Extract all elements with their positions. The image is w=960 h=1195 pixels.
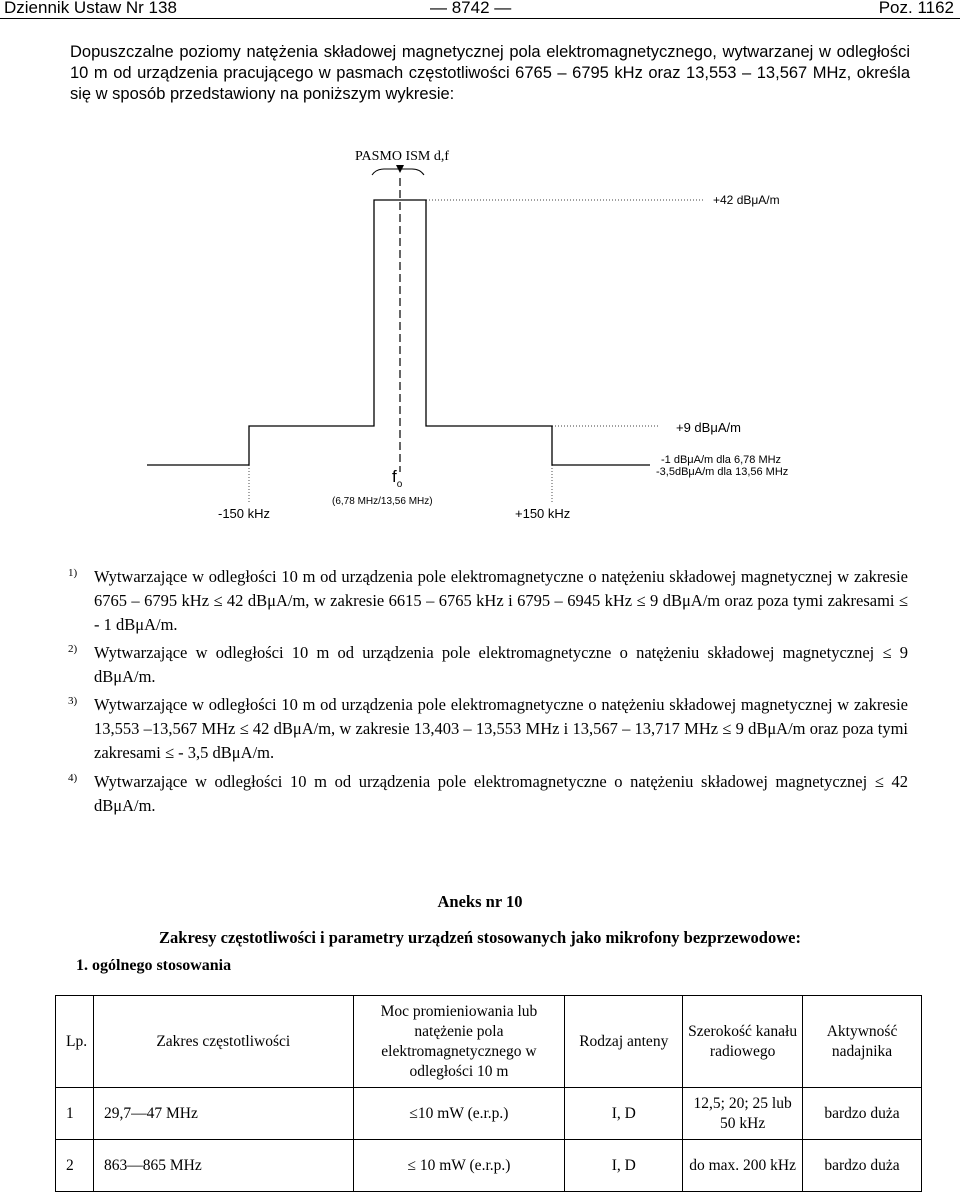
note-text: Wytwarzające w odległości 10 m od urządzenia pole elektromagnetyczne o natężeniu składowej magnetycznej ≤ 9 dBμA/m.	[94, 643, 908, 686]
level-label-42: +42 dBμA/m	[713, 193, 780, 207]
center-frequency-subscript: o	[396, 479, 403, 490]
note-marker: 3)	[68, 695, 78, 707]
page-header	[0, 0, 960, 18]
level-label-minus35: -3,5dBμA/m dla 13,56 MHz	[656, 466, 789, 478]
header-lp: Lp.	[56, 996, 94, 1088]
chart-title: PASMO ISM d,f	[355, 149, 450, 164]
cell-antenna: I, D	[565, 1140, 683, 1192]
header-width: Szerokość kanału radiowego	[683, 996, 803, 1088]
table-row	[56, 1140, 922, 1192]
cell-width: 12,5; 20; 25 lub 50 kHz	[683, 1088, 803, 1140]
journal-name: Dziennik Ustaw Nr 138	[4, 0, 177, 17]
annex-number: Aneks nr 10	[437, 892, 523, 911]
center-frequency-note: (6,78 MHz/13,56 MHz)	[332, 496, 433, 507]
note-text: Wytwarzające w odległości 10 m od urządzenia pole elektromagnetyczne o natężeniu składowej magnetycznej ≤ 42 dBμA/m.	[94, 772, 908, 815]
intro-paragraph: Dopuszczalne poziomy natężenia składowej magnetycznej pola elektromagnetycznego, wytwarzanej w odległości 10 m od urządzenia pracującego w pasmach częstotliwości 6765 – 6795 kHz oraz 13,553 – 13,567 MHz, określa się w sposób przedstawiony na poniższym wykresie:	[70, 43, 910, 103]
table-header-row	[56, 996, 922, 1088]
header-antenna: Rodzaj anteny	[565, 996, 683, 1088]
center-frequency-label	[392, 467, 403, 490]
axis-label-left: -150 kHz	[218, 506, 271, 521]
cell-range: 29,7—47 MHz	[93, 1088, 353, 1140]
note-marker: 4)	[68, 772, 78, 784]
band-bracket	[372, 169, 424, 175]
axis-label-right: +150 kHz	[515, 506, 571, 521]
cell-antenna: I, D	[565, 1088, 683, 1140]
position-number: Poz. 1162	[878, 0, 954, 17]
header-activity: Aktywność nadajnika	[803, 996, 922, 1088]
microphone-table	[55, 995, 922, 1192]
center-frequency-symbol: f	[392, 467, 397, 486]
note-4	[68, 770, 908, 818]
note-text: Wytwarzające w odległości 10 m od urządzenia pole elektromagnetyczne o natężeniu składowej magnetycznej w zakresie 6765 – 6795 kHz ≤ 42 dBμA/m, w zakresie 6615 – 6765 kHz i 6795 – 6945 kHz ≤ 9 dBμA/m oraz poza tymi zakresami ≤ - 1 dBμA/m.	[94, 567, 908, 634]
cell-range: 863—865 MHz	[93, 1140, 353, 1192]
spectrum-mask-chart	[0, 120, 960, 530]
level-label-minus1: -1 dBμA/m dla 6,78 MHz	[661, 454, 782, 466]
cell-activity: bardzo duża	[803, 1088, 922, 1140]
note-2	[68, 641, 908, 689]
cell-lp: 2	[56, 1140, 94, 1192]
cell-power: ≤10 mW (e.r.p.)	[353, 1088, 565, 1140]
note-marker: 1)	[68, 567, 78, 579]
section-label: 1. ogólnego stosowania	[76, 957, 232, 974]
header-power: Moc promieniowania lub natężenie pola elektromagnetycznego w odległości 10 m	[353, 996, 565, 1088]
note-text: Wytwarzające w odległości 10 m od urządzenia pole elektromagnetyczne o natężeniu składowej magnetycznej w zakresie 13,553 –13,567 MHz ≤ 42 dBμA/m, w zakresie 13,403 – 13,553 MHz i 13,567 – 13,717 MHz ≤ 9 dBμA/m oraz poza tymi zakresami ≤ - 3,5 dBμA/m.	[94, 695, 908, 762]
mask-outline	[147, 200, 650, 465]
note-marker: 2)	[68, 643, 78, 655]
cell-activity: bardzo duża	[803, 1140, 922, 1192]
annex-title: Zakresy częstotliwości i parametry urządzeń stosowanych jako mikrofony bezprzewodowe:	[159, 928, 801, 947]
page-number: — 8742 —	[430, 0, 512, 17]
cell-width: do max. 200 kHz	[683, 1140, 803, 1192]
header-rule	[0, 18, 960, 19]
level-label-9: +9 dBμA/m	[676, 420, 741, 435]
note-1	[68, 565, 908, 637]
cell-power: ≤ 10 mW (e.r.p.)	[353, 1140, 565, 1192]
cell-lp: 1	[56, 1088, 94, 1140]
table-row	[56, 1088, 922, 1140]
note-3	[68, 693, 908, 765]
header-range: Zakres częstotliwości	[93, 996, 353, 1088]
